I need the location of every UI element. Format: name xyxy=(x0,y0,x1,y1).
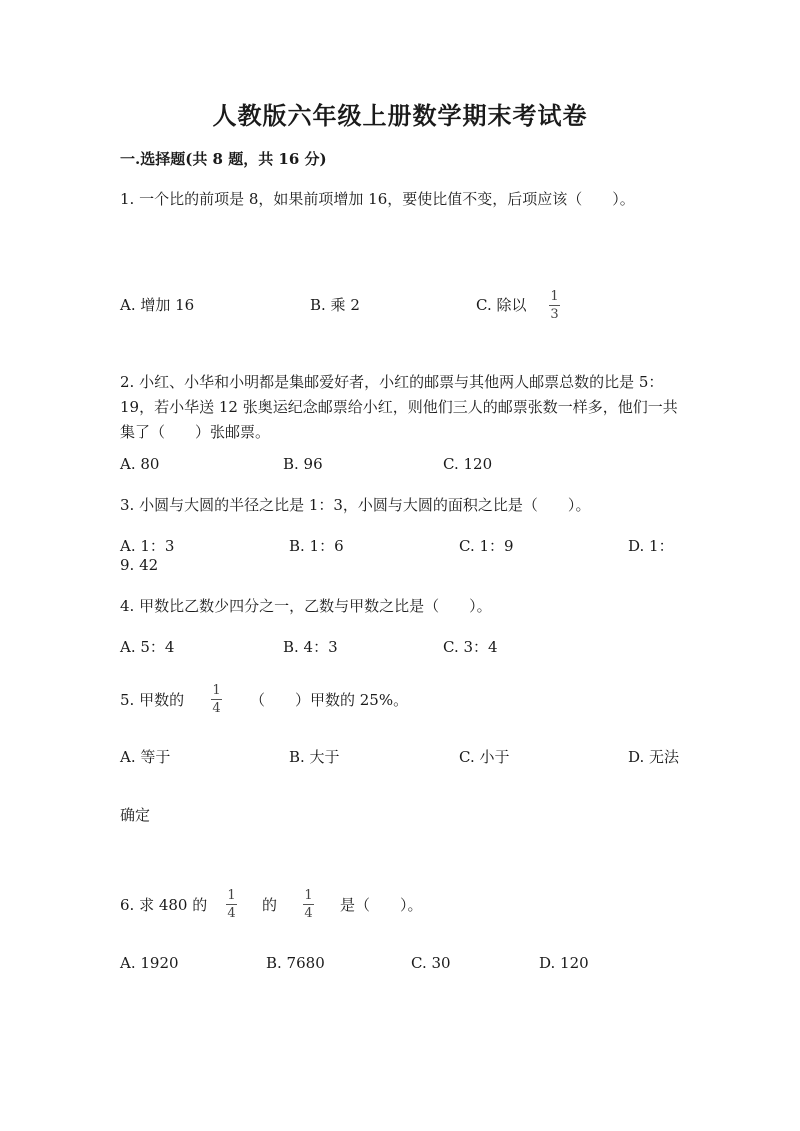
q2-option-b: B. 96 xyxy=(283,455,323,473)
question-5-prefix: 5. 甲数的 xyxy=(120,691,185,709)
q5-option-d-continued: 确定 xyxy=(120,806,151,824)
fraction-bar xyxy=(211,699,222,700)
question-6-suffix: 是（ ）。 xyxy=(340,896,423,914)
q1-option-c: C. 除以 xyxy=(476,296,527,314)
fraction-denominator: 4 xyxy=(304,906,313,921)
fraction-bar xyxy=(303,904,314,905)
q6-option-d: D. 120 xyxy=(539,954,589,972)
fraction-numerator: 1 xyxy=(550,289,559,304)
question-4-text: 4. 甲数比乙数少四分之一，乙数与甲数之比是（ ）。 xyxy=(120,597,492,615)
q4-option-a: A. 5：4 xyxy=(120,638,175,656)
question-2-text: 2. 小红、小华和小明都是集邮爱好者，小红的邮票与其他两人邮票总数的比是 5：19，若小华送 12 张奥运纪念邮票给小红，则他们三人的邮票张数一样多，他们一共集了（ ）张邮票。 xyxy=(120,373,678,441)
q4-option-c: C. 3：4 xyxy=(443,638,498,656)
question-5-suffix: （ ）甲数的 25%。 xyxy=(250,691,409,709)
q3-option-d: D. 1： xyxy=(628,537,674,555)
q1-option-a: A. 增加 16 xyxy=(120,296,195,314)
fraction-denominator: 3 xyxy=(550,307,559,322)
q3-option-a: A. 1：3 xyxy=(120,537,175,555)
q6-fraction-1 xyxy=(226,888,237,921)
question-3-text: 3. 小圆与大圆的半径之比是 1：3，小圆与大圆的面积之比是（ ）。 xyxy=(120,496,591,514)
q3-option-d-continued: 9. 42 xyxy=(120,556,159,574)
q5-option-d: D. 无法 xyxy=(628,748,680,766)
q6-option-b: B. 7680 xyxy=(266,954,325,972)
q1-fraction xyxy=(549,289,560,322)
q3-option-b: B. 1：6 xyxy=(289,537,344,555)
section-heading: 一.选择题(共 8 题，共 16 分) xyxy=(120,150,327,168)
q5-option-a: A. 等于 xyxy=(120,748,171,766)
fraction-numerator: 1 xyxy=(212,683,221,698)
fraction-denominator: 4 xyxy=(227,906,236,921)
q5-option-b: B. 大于 xyxy=(289,748,340,766)
q5-option-c: C. 小于 xyxy=(459,748,510,766)
question-6-prefix: 6. 求 480 的 xyxy=(120,896,208,914)
q4-option-b: B. 4：3 xyxy=(283,638,338,656)
fraction-denominator: 4 xyxy=(212,701,221,716)
q5-fraction xyxy=(211,683,222,716)
q6-option-c: C. 30 xyxy=(411,954,451,972)
question-6-mid: 的 xyxy=(262,896,278,914)
fraction-bar xyxy=(226,904,237,905)
fraction-numerator: 1 xyxy=(227,888,236,903)
question-1-text: 1. 一个比的前项是 8，如果前项增加 16，要使比值不变，后项应该（ ）。 xyxy=(120,190,635,208)
page-title: 人教版六年级上册数学期末考试卷 xyxy=(212,101,588,130)
q1-option-b: B. 乘 2 xyxy=(310,296,360,314)
fraction-numerator: 1 xyxy=(304,888,313,903)
q3-option-c: C. 1：9 xyxy=(459,537,514,555)
q6-fraction-2 xyxy=(303,888,314,921)
fraction-bar xyxy=(549,305,560,306)
q2-option-c: C. 120 xyxy=(443,455,493,473)
q2-option-a: A. 80 xyxy=(120,455,160,473)
q6-option-a: A. 1920 xyxy=(120,954,179,972)
